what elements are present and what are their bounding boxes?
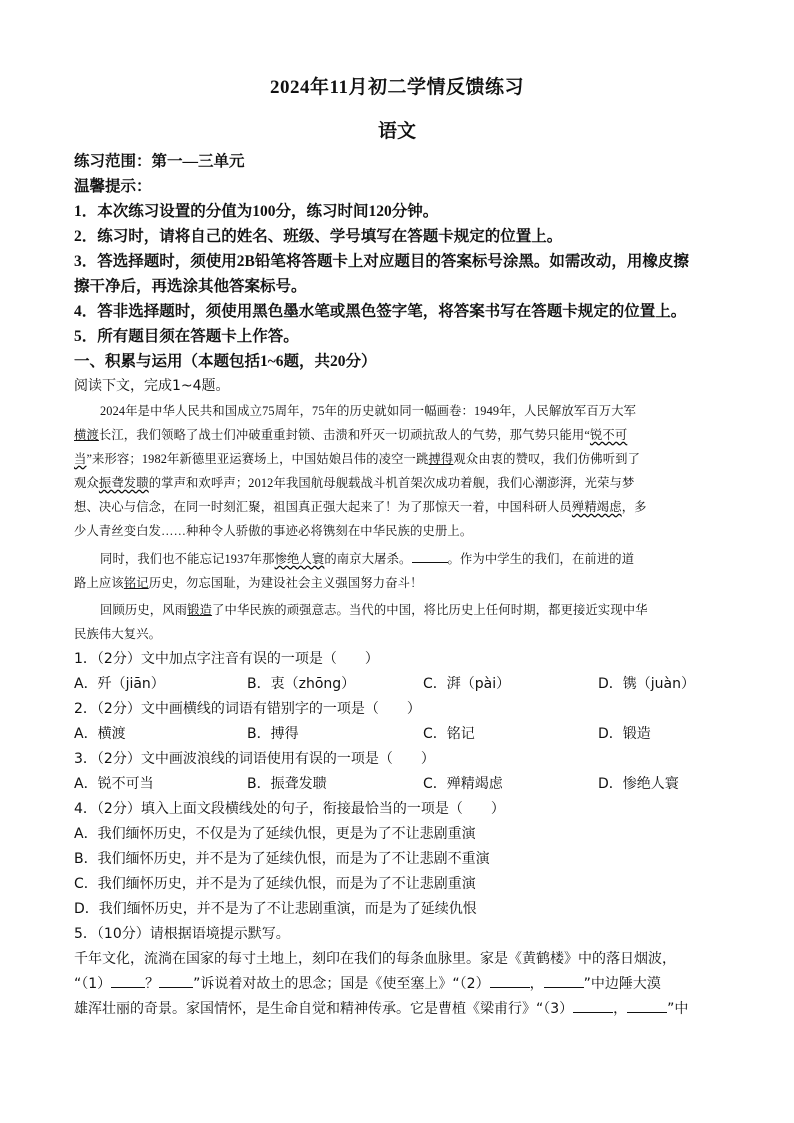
question-4-option-b[interactable]: B．我们缅怀历史，并不是为了延续仇恨，而是为了不让悲剧不重演 (74, 851, 490, 867)
section-intro: 阅读下文，完成1~4题。 (74, 378, 230, 394)
passage-line: 同时，我们也不能忘记1937年那惨绝人寰的南京大屠杀。 。作为中学生的我们，在前进的道 (100, 552, 635, 566)
tip-item-5: 5．所有题目须在答题卡上作答。 (74, 328, 299, 345)
tip-item-3-cont: 擦干净后，再选涂其他答案标号。 (74, 278, 307, 295)
question-5-stem: 5．（10分）请根据语境提示默写。 (74, 926, 290, 942)
question-4-stem: 4．（2分）填入上面文段横线处的句子，衔接最恰当的一项是（ ） (74, 801, 505, 817)
passage-line: 2024年是中华人民共和国成立75周年，75年的历史就如同一幅画卷：1949年，人民解放军百万大军 (100, 404, 637, 418)
question-1-option-b[interactable]: B．衷（zhōng） (247, 676, 356, 692)
tip-item-2: 2．练习时，请将自己的姓名、班级、学号填写在答题卡规定的位置上。 (74, 228, 563, 245)
answer-blank[interactable] (111, 975, 145, 988)
underlined-word: 搏得 (428, 452, 454, 466)
question-2-stem: 2．（2分）文中画横线的词语有错别字的一项是（ ） (74, 701, 421, 717)
question-5-text: 雄浑壮丽的奇景。家国情怀，是生命自觉和精神传承。它是曹植《梁甫行》“（3） ， ”中 (74, 1001, 689, 1017)
question-1-option-c[interactable]: C．湃（pài） (423, 676, 511, 692)
question-4-option-c[interactable]: C．我们缅怀历史，并不是为了延续仇恨，而是为了不让悲剧重演 (74, 876, 476, 892)
question-3-option-d[interactable]: D．惨绝人寰 (598, 776, 679, 792)
question-1-option-d[interactable]: D．镌（juàn） (598, 676, 695, 692)
question-1-stem: 1．（2分）文中加点字注音有误的一项是（ ） (74, 651, 379, 667)
question-2-option-a[interactable]: A．横渡 (74, 726, 126, 742)
underlined-word: 横渡 (74, 428, 99, 442)
passage-line: 少人青丝变白发……种种令人骄傲的事迹必将镌刻在中华民族的史册上。 (74, 524, 473, 538)
section-heading: 一、积累与运用（本题包括1~6题，共20分） (74, 353, 377, 370)
question-3-option-b[interactable]: B．振聋发聩 (247, 776, 327, 792)
question-2-option-d[interactable]: D．锻造 (598, 726, 651, 742)
question-3-stem: 3．（2分）文中画波浪线的词语使用有误的一项是（ ） (74, 751, 435, 767)
passage-line: 观众振聋发聩的掌声和欢呼声；2012年我国航母舰载战斗机首架次成功着舰，我们心潮澎湃，光荣与梦 (74, 476, 635, 490)
passage-line: 当”来形容；1982年新德里亚运赛场上，中国姑娘吕伟的凌空一跳搏得观众由衷的赞叹，我们仿佛听到了 (74, 452, 641, 466)
passage-line: 民族伟大复兴。 (74, 627, 162, 641)
passage-line: 路上应该铭记历史，勿忘国耻，为建设社会主义强国努力奋斗！ (74, 576, 423, 590)
passage-line: 想、决心与信念，在同一时刻汇聚，祖国真正强大起来了！为了那惊天一着，中国科研人员殚精竭虑，多 (74, 500, 647, 514)
answer-blank[interactable] (159, 975, 193, 988)
underlined-word: 锻造 (187, 603, 213, 617)
question-5-text: “（1） ？ ”诉说着对故土的思念；国是《使至塞上》“（2） ， ”中边陲大漠 (74, 976, 661, 992)
answer-blank[interactable] (573, 1000, 613, 1013)
tip-item-1: 1．本次练习设置的分值为100分，练习时间120分钟。 (74, 203, 439, 220)
underlined-word: 铭记 (123, 576, 149, 590)
answer-blank[interactable] (544, 975, 584, 988)
wavy-word: 惨绝人寰 (274, 552, 325, 566)
question-4-option-d[interactable]: D．我们缅怀历史，并不是为了不让悲剧重演，而是为了延续仇恨 (74, 901, 477, 917)
answer-blank[interactable] (627, 1000, 667, 1013)
tip-item-4: 4．答非选择题时，须使用黑色墨水笔或黑色签字笔，将答案书写在答题卡规定的位置上。 (74, 303, 687, 320)
question-5-text: 千年文化，流淌在国家的每寸土地上，刻印在我们的每条血脉里。家是《黄鹤楼》中的落日烟波， (74, 951, 676, 967)
tip-item-3: 3．答选择题时，须使用2B铅笔将答题卡上对应题目的答案标号涂黑。如需改动，用橡皮擦 (74, 253, 689, 270)
question-2-option-b[interactable]: B．搏得 (247, 726, 299, 742)
question-3-option-a[interactable]: A．锐不可当 (74, 776, 154, 792)
practice-scope: 练习范围：第一—三单元 (74, 153, 245, 170)
page-title: 2024年11月初二学情反馈练习 (270, 77, 524, 98)
tips-label: 温馨提示： (74, 178, 152, 195)
wavy-word: 殚精竭虑 (571, 500, 622, 514)
subject-title: 语文 (377, 121, 416, 142)
wavy-word: 振聋发聩 (98, 476, 149, 490)
passage-line: 横渡长江，我们领略了战士们冲破重重封锁、击溃和歼灭一切顽抗敌人的气势，那气势只能用“锐不可 (74, 428, 628, 442)
fill-blank (412, 550, 448, 563)
question-4-option-a[interactable]: A．我们缅怀历史，不仅是为了延续仇恨，更是为了不让悲剧重演 (74, 826, 476, 842)
question-3-option-c[interactable]: C．殚精竭虑 (423, 776, 503, 792)
wavy-word: 锐不可 (589, 428, 628, 442)
wavy-word: 当 (74, 452, 87, 466)
passage-line: 回顾历史，风雨锻造了中华民族的顽强意志。当代的中国，将比历史上任何时期，都更接近实现中华 (100, 603, 648, 617)
question-2-option-c[interactable]: C．铭记 (423, 726, 475, 742)
question-1-option-a[interactable]: A．歼（jiān） (74, 676, 165, 692)
answer-blank[interactable] (490, 975, 530, 988)
